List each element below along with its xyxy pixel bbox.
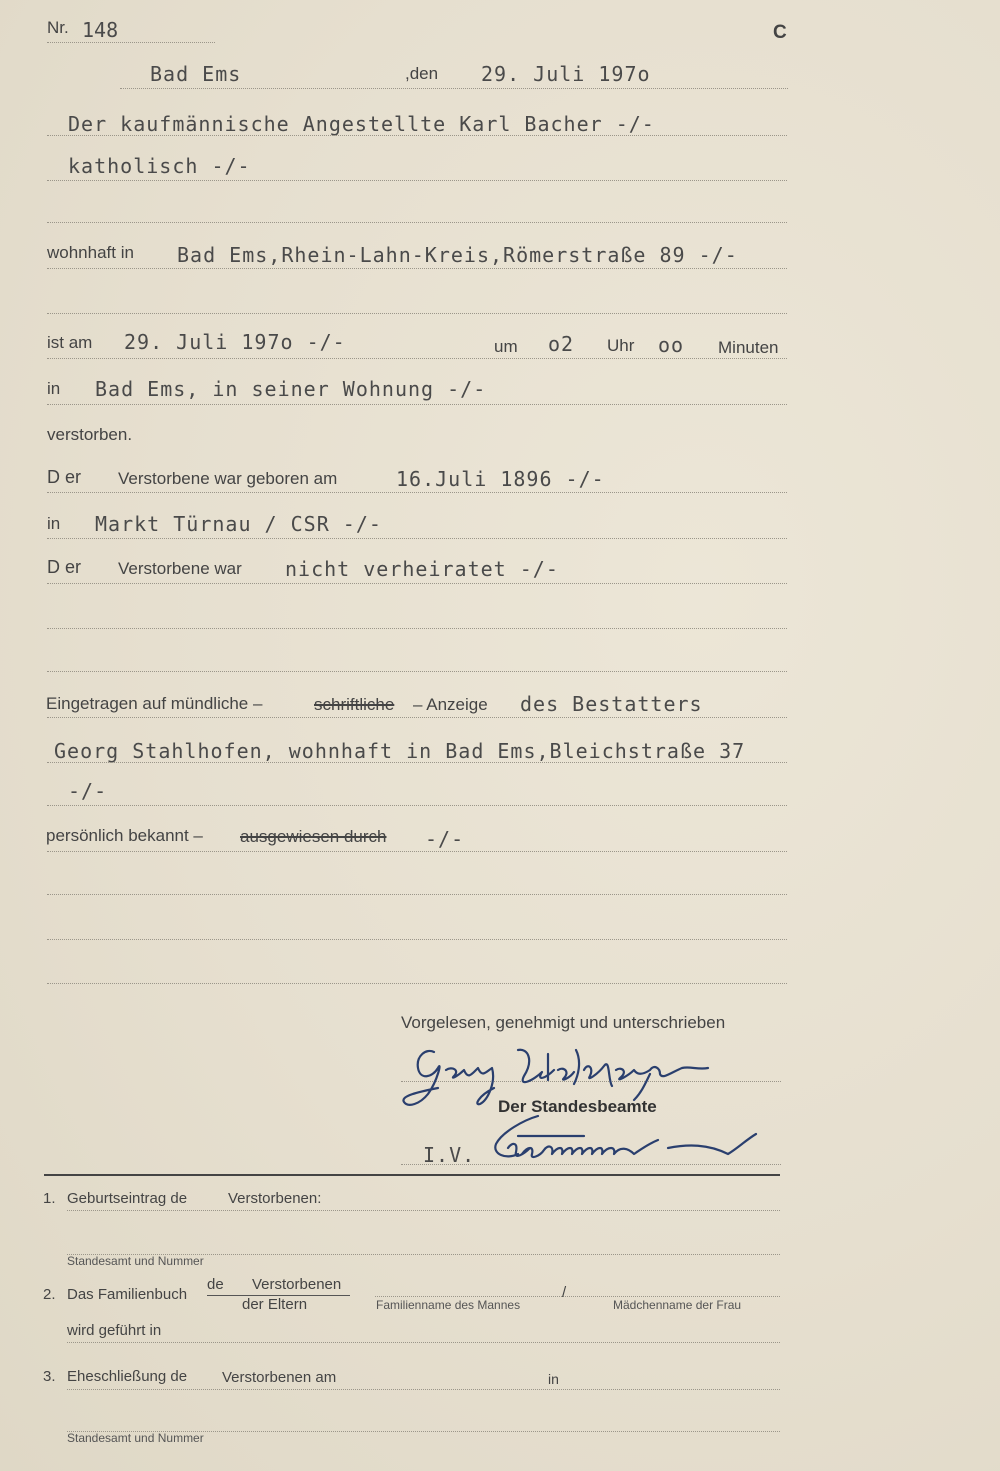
marital-rule [47, 583, 787, 584]
signature-caption: Vorgelesen, genehmigt und unterschrieben [401, 1013, 726, 1032]
nr-label: Nr. [47, 18, 69, 37]
blank-rule-2 [47, 313, 787, 314]
form-code: C [773, 22, 787, 43]
marital-value: nicht verheiratet -/- [285, 557, 559, 581]
person-line2: katholisch -/- [68, 154, 251, 178]
person-line1: Der kaufmännische Angestellte Karl Bacher -/- [68, 112, 655, 136]
item2-number: 2. [43, 1286, 56, 1303]
item3-value: Verstorbenen am [222, 1369, 337, 1386]
ist-am-label: ist am [47, 333, 93, 352]
item3-number: 3. [43, 1368, 56, 1385]
death-place: Bad Ems, in seiner Wohnung -/- [95, 377, 487, 401]
standesamt-1-label: Standesamt und Nummer [67, 1254, 204, 1268]
item2-rule [67, 1342, 780, 1343]
item1-label: Geburtseintrag de [67, 1190, 188, 1207]
registration-line2: Georg Stahlhofen, wohnhaft in Bad Ems,Bleichstraße 37 [54, 739, 746, 763]
uhr-label: Uhr [607, 336, 635, 355]
item1-value: Verstorbenen: [228, 1190, 322, 1207]
known-struck: ausgewiesen durch [240, 827, 387, 846]
birth-place-rule [47, 538, 787, 539]
person-line2-rule [47, 180, 787, 181]
death-minutes: oo [658, 333, 685, 357]
death-hour: o2 [548, 332, 575, 356]
birth-date: 16.Juli 1896 -/- [396, 467, 605, 491]
minuten-label: Minuten [718, 338, 779, 357]
registration-rule-3 [47, 805, 787, 806]
iv-label: I.V. [423, 1143, 476, 1167]
birth-label: Verstorbene war geboren am [118, 469, 338, 488]
item3-rule [67, 1389, 780, 1390]
registration-value-a: des Bestatters [520, 692, 703, 716]
residence-rule [47, 268, 787, 269]
nr-value: 148 [82, 18, 119, 42]
known-rule [47, 851, 787, 852]
blank-rule-4 [47, 671, 787, 672]
registration-label-a: Eingetragen auf mündliche – [46, 694, 263, 713]
item3-label: Eheschließung de [67, 1368, 188, 1385]
den-label: ,den [405, 64, 439, 83]
item1-number: 1. [43, 1190, 56, 1207]
birth-date-rule [47, 492, 787, 493]
marital-der-label: D er [47, 557, 82, 577]
item2-de: de [207, 1276, 224, 1293]
registration-struck: schriftliche [314, 695, 395, 714]
registration-rule-2 [47, 762, 787, 763]
blank-rule-7 [47, 983, 787, 984]
registration-label-b: – Anzeige [413, 695, 488, 714]
section-divider [44, 1174, 780, 1176]
item2-top: Verstorbenen [252, 1276, 342, 1293]
item2-bottom: der Eltern [242, 1296, 308, 1313]
blank-rule-1 [47, 222, 787, 223]
blank-rule-5 [47, 894, 787, 895]
place-date-line [120, 88, 788, 89]
death-place-rule [47, 404, 787, 405]
residence-value: Bad Ems,Rhein-Lahn-Kreis,Römerstraße 89 -/- [177, 243, 738, 267]
blank-rule-3 [47, 628, 787, 629]
death-in-label: in [47, 379, 61, 398]
date-value: 29. Juli 197o [481, 62, 651, 86]
blank-rule-6 [47, 939, 787, 940]
verstorben-text: verstorben. [47, 425, 133, 444]
item2-names-rule [375, 1296, 780, 1297]
item3-in: in [548, 1371, 559, 1387]
registration-line3: -/- [68, 779, 108, 803]
known-label: persönlich bekannt – [46, 826, 203, 845]
signature-official [488, 1110, 768, 1170]
birth-in-label: in [47, 514, 61, 533]
known-value: -/- [425, 827, 465, 851]
birth-place: Markt Türnau / CSR -/- [95, 512, 382, 536]
item2-wird: wird geführt in [67, 1322, 162, 1339]
registration-rule-1 [47, 717, 787, 718]
death-date: 29. Juli 197o -/- [124, 330, 346, 354]
item1-rule [67, 1210, 780, 1211]
birth-der-label: D er [47, 467, 82, 487]
marital-label: Verstorbene war [118, 559, 242, 578]
item2-slash: / [562, 1284, 567, 1301]
official-title: Der Standesbeamte [498, 1097, 657, 1116]
item2-family: Familienname des Mannes [376, 1298, 521, 1312]
place-value: Bad Ems [150, 62, 242, 86]
item2-label: Das Familienbuch [67, 1286, 188, 1303]
residence-label: wohnhaft in [47, 243, 134, 262]
standesamt-3-label: Standesamt und Nummer [67, 1431, 204, 1445]
um-label: um [494, 337, 518, 356]
death-date-rule [47, 358, 787, 359]
person-line1-rule [47, 135, 787, 136]
nr-line [47, 42, 215, 43]
item2-maiden: Mädchenname der Frau [613, 1298, 742, 1312]
